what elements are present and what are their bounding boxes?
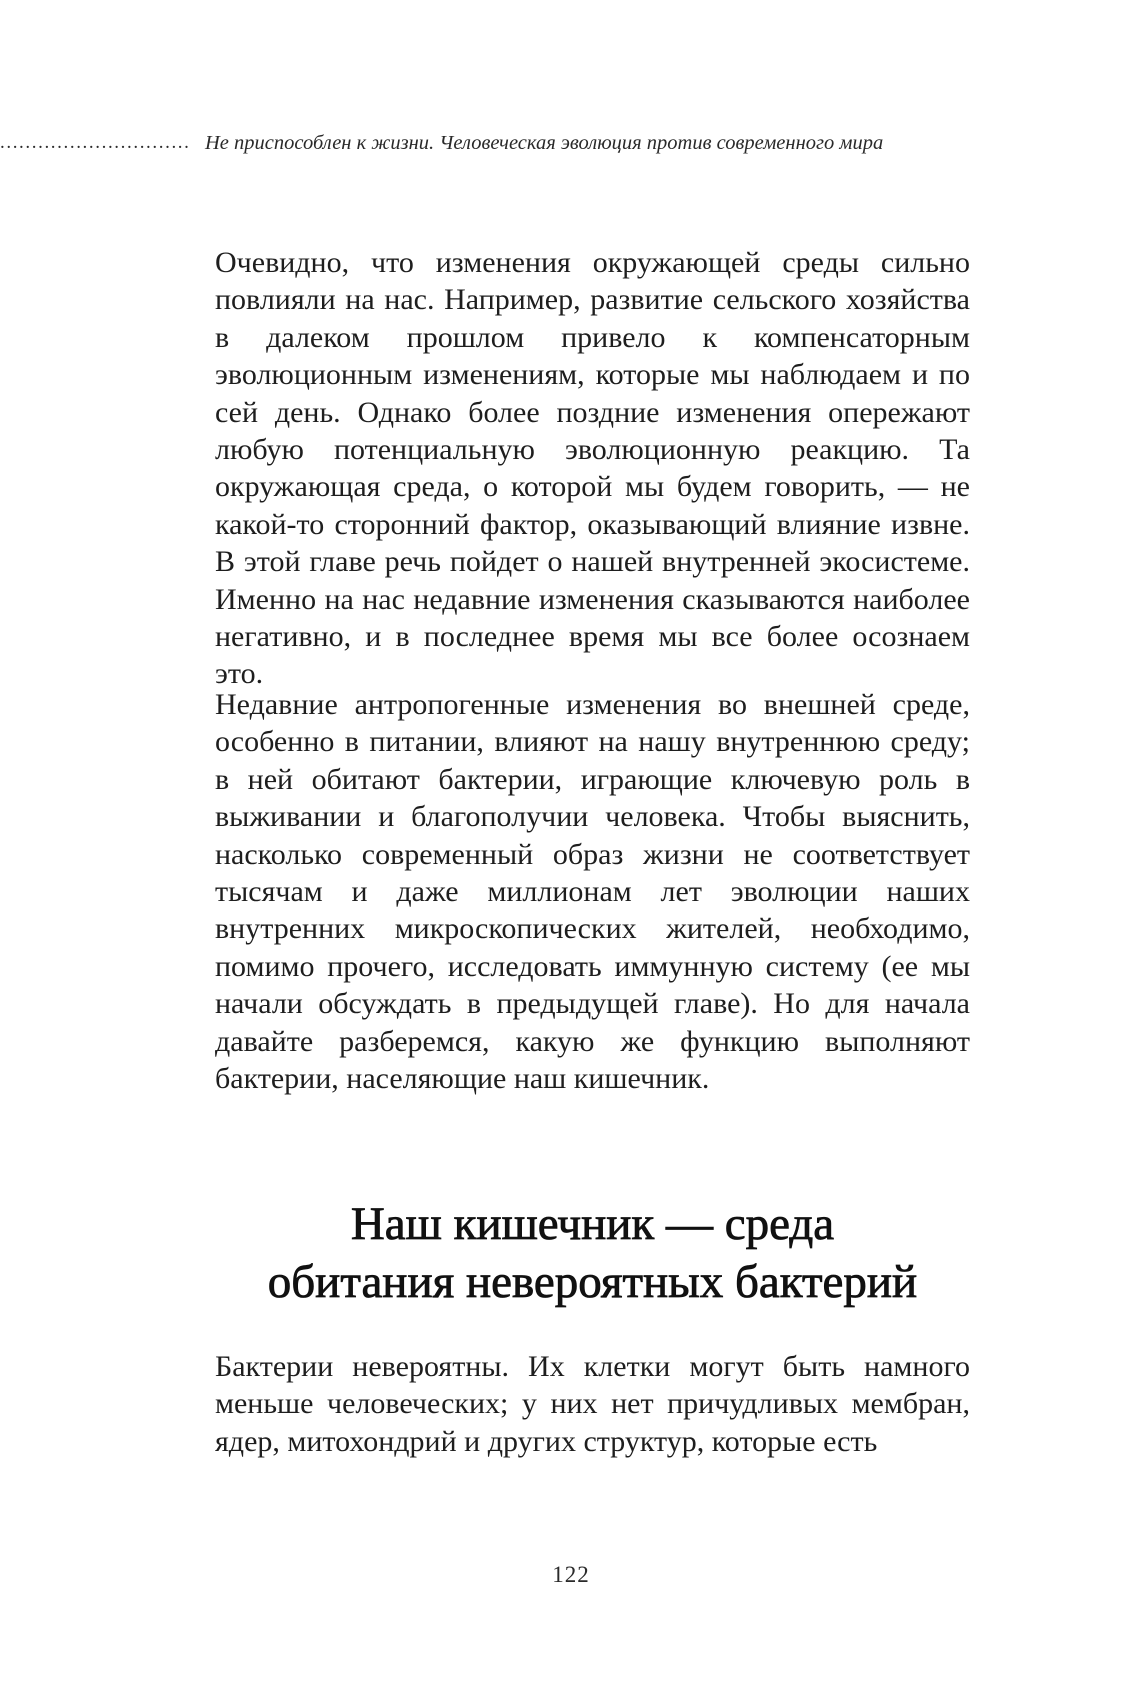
header-dot-leader: .............................. [0, 132, 191, 153]
paragraph-3: Бактерии невероятны. Их клетки могут быть намного меньше человеческих; у них нет причудливых мембран, ядер, митохондрий и других структур, которые есть [215, 1350, 970, 1458]
running-header [0, 130, 1142, 160]
page-number: 122 [552, 1562, 590, 1587]
section-heading-line-2: обитания невероятных бактерий [267, 1256, 918, 1308]
paragraph-1: Очевидно, что изменения окружающей среды сильно повлияли на нас. Например, развитие сельского хозяйства в далеком прошлом привело к компенсаторным эволюционным изменениям, которые мы наблюдаем и по сей день. Однако более поздние изменения опережают любую потенциальную эволюционную реакцию. Та окружающая среда, о которой мы будем говорить, — не какой-то сторонний фактор, оказывающий влияние извне. В этой главе речь пойдет о нашей внутренней экосистеме. Именно на нас недавние изменения сказываются наиболее негативно, и в последнее время мы все более осознаем это. [215, 246, 970, 691]
section-heading [175, 1195, 1010, 1311]
running-header-title: Не приспособлен к жизни. Человеческая эволюция против современного мира [205, 132, 884, 154]
paragraph-2: Недавние антропогенные изменения во внешней среде, особенно в питании, влияют на нашу внутреннюю среду; в ней обитают бактерии, играющие ключевую роль в выживании и благополучии человека. Чтобы выяснить, насколько современный образ жизни не соответствует тысячам и даже миллионам лет эволюции наших внутренних микроскопических жителей, необходимо, помимо прочего, исследовать иммунную систему (ее мы начали обсуждать в предыдущей главе). Но для начала давайте разберемся, какую же функцию выполняют бактерии, населяющие наш кишечник. [215, 688, 970, 1096]
section-heading-line-1: Наш кишечник — среда [350, 1198, 835, 1250]
